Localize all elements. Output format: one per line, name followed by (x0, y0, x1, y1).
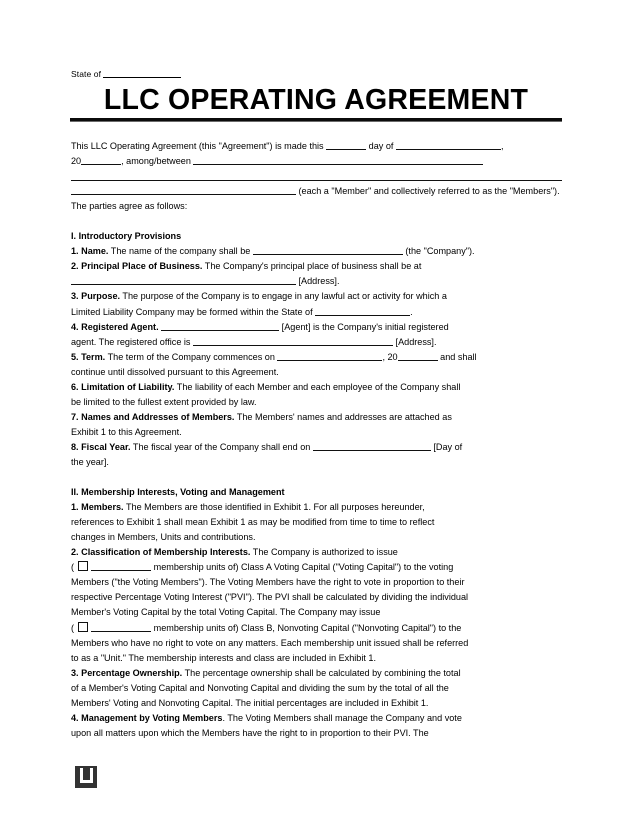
section-2-item-3-line-3: Members' Voting and Nonvoting Capital. The initial percentages are included in Exhibit 1. (71, 697, 429, 708)
term-year-blank[interactable] (398, 351, 438, 361)
section-2-item-3-line-1: 3. Percentage Ownership. The percentage ownership shall be calculated by combining the total (71, 667, 461, 678)
title-divider (70, 118, 562, 122)
section-2-item-1-line-3: changes in Members, Units and contributions. (71, 532, 256, 543)
intro-year-blank[interactable] (81, 155, 121, 165)
spacer-1 (71, 214, 562, 229)
section-1-item-3-line-2: Limited Liability Company may be formed within the State of . (71, 306, 413, 317)
section-2-item-1-line-1: 1. Members. The Members are those identified in Exhibit 1. For all purposes hereunder, (71, 502, 425, 513)
logo-notch (90, 768, 97, 783)
company-name-blank[interactable] (253, 245, 403, 255)
section-2-item-1-line-2: references to Exhibit 1 shall mean Exhibit 1 as may be modified from time to time to reflect (71, 517, 435, 528)
section-2-item-2-line-4: respective Percentage Voting Interest ("PVI"). The PVI shall be calculated by dividing the individual (71, 592, 469, 603)
class-a-units-checkbox[interactable] (78, 561, 88, 571)
intro-parties-blank-3[interactable] (71, 185, 296, 195)
class-b-units-checkbox[interactable] (78, 622, 88, 632)
section-2-item-2-line-3: Members ("the Voting Members"). The Voting Members have the right to vote in proportion to their (71, 577, 465, 588)
section-heading-1: I. Introductory Provisions (71, 231, 182, 242)
section-1-item-6-line-1: 6. Limitation of Liability. The liability of each Member and each employee of the Company shall (71, 381, 461, 392)
section-1-item-5-line-2: continue until dissolved pursuant to this Agreement. (71, 366, 279, 377)
page-title: LLC OPERATING AGREEMENT (103, 84, 529, 116)
section-1-item-4-line-1: 4. Registered Agent. [Agent] is the Company's initial registered (71, 321, 449, 332)
fiscal-year-end-blank[interactable] (313, 441, 431, 451)
principal-address-blank[interactable] (71, 275, 296, 285)
spacer-2 (71, 470, 562, 485)
section-1-item-8-line-2: the year]. (71, 456, 109, 467)
intro-line-1: This LLC Operating Agreement (this "Agreement") is made this day of , (71, 141, 504, 151)
section-2-item-2-line-7: Members who have no right to vote on any matters. Each membership unit issued shall be referred (71, 637, 469, 648)
intro-day-blank[interactable] (326, 140, 366, 150)
class-b-units-blank[interactable] (91, 622, 151, 632)
section-1-item-8-line-1: 8. Fiscal Year. The fiscal year of the Company shall end on [Day of (71, 441, 463, 452)
intro-line-2: 20 , among/between (71, 154, 562, 169)
section-1-item-4-line-2: agent. The registered office is [Address]. (71, 336, 437, 347)
section-2-item-2-line-8: to as a "Unit." The membership interests and class are included in Exhibit 1. (71, 652, 377, 663)
intro-month-blank[interactable] (396, 140, 501, 150)
section-1-item-2-line-2: [Address]. (71, 274, 562, 289)
section-2-item-2-line-1: 2. Classification of Membership Interests. The Company is authorized to issue (71, 547, 398, 558)
intro-parties-blank-2[interactable] (71, 180, 562, 181)
registered-agent-blank[interactable] (161, 321, 279, 331)
intro-parties-blank-2-row (71, 169, 562, 184)
section-1-item-7-line-2: Exhibit 1 to this Agreement. (71, 426, 182, 437)
section-1-item-1-line-1: 1. Name. The name of the company shall be (the "Company"). (71, 246, 475, 257)
class-a-units-blank[interactable] (91, 561, 151, 571)
section-2-item-3-line-2: of a Member's Voting Capital and Nonvoting Capital and dividing the sum by the total of all the (71, 682, 449, 693)
state-of-blank[interactable] (103, 77, 181, 78)
legal-templates-logo-icon (75, 766, 97, 788)
state-of-label: State of (71, 69, 102, 79)
state-of-field (71, 69, 181, 80)
section-2-item-4-line-1: 4. Management by Voting Members. The Voting Members shall manage the Company and vote (71, 712, 462, 723)
section-2-item-2-line-6: ( membership units of) Class B, Nonvoting Capital ("Nonvoting Capital") to the (71, 622, 462, 633)
section-1-item-2-line-1: 2. Principal Place of Business. The Company's principal place of business shall be at (71, 261, 422, 272)
intro-line-4: (each a "Member" and collectively referred to as the "Members"). (71, 184, 562, 199)
section-2-item-2-line-5: Member's Voting Capital by the total Voting Capital. The Company may issue (71, 607, 381, 618)
section-2-item-4-line-2: upon all matters upon which the Members have the right to in proportion to their PVI. The (71, 727, 429, 738)
section-2-item-2-line-2: ( membership units of) Class A Voting Capital ("Voting Capital") to the voting (71, 562, 454, 573)
section-1-item-7-line-1: 7. Names and Addresses of Members. The Members' names and addresses are attached as (71, 411, 452, 422)
document-body (71, 139, 562, 741)
intro-line-5: The parties agree as follows: (71, 201, 188, 212)
section-1-item-3-line-1: 3. Purpose. The purpose of the Company is to engage in any lawful act or activity for which a (71, 291, 447, 302)
purpose-state-blank[interactable] (315, 306, 410, 316)
section-1-item-5-line-1: 5. Term. The term of the Company commences on , 20 and shall (71, 351, 477, 362)
section-1-item-6-line-2: be limited to the fullest extent provided by law. (71, 396, 257, 407)
section-heading-2: II. Membership Interests, Voting and Management (71, 487, 285, 498)
intro-parties-blank-1[interactable] (193, 155, 483, 165)
registered-office-blank[interactable] (193, 336, 393, 346)
term-date-blank[interactable] (277, 351, 382, 361)
